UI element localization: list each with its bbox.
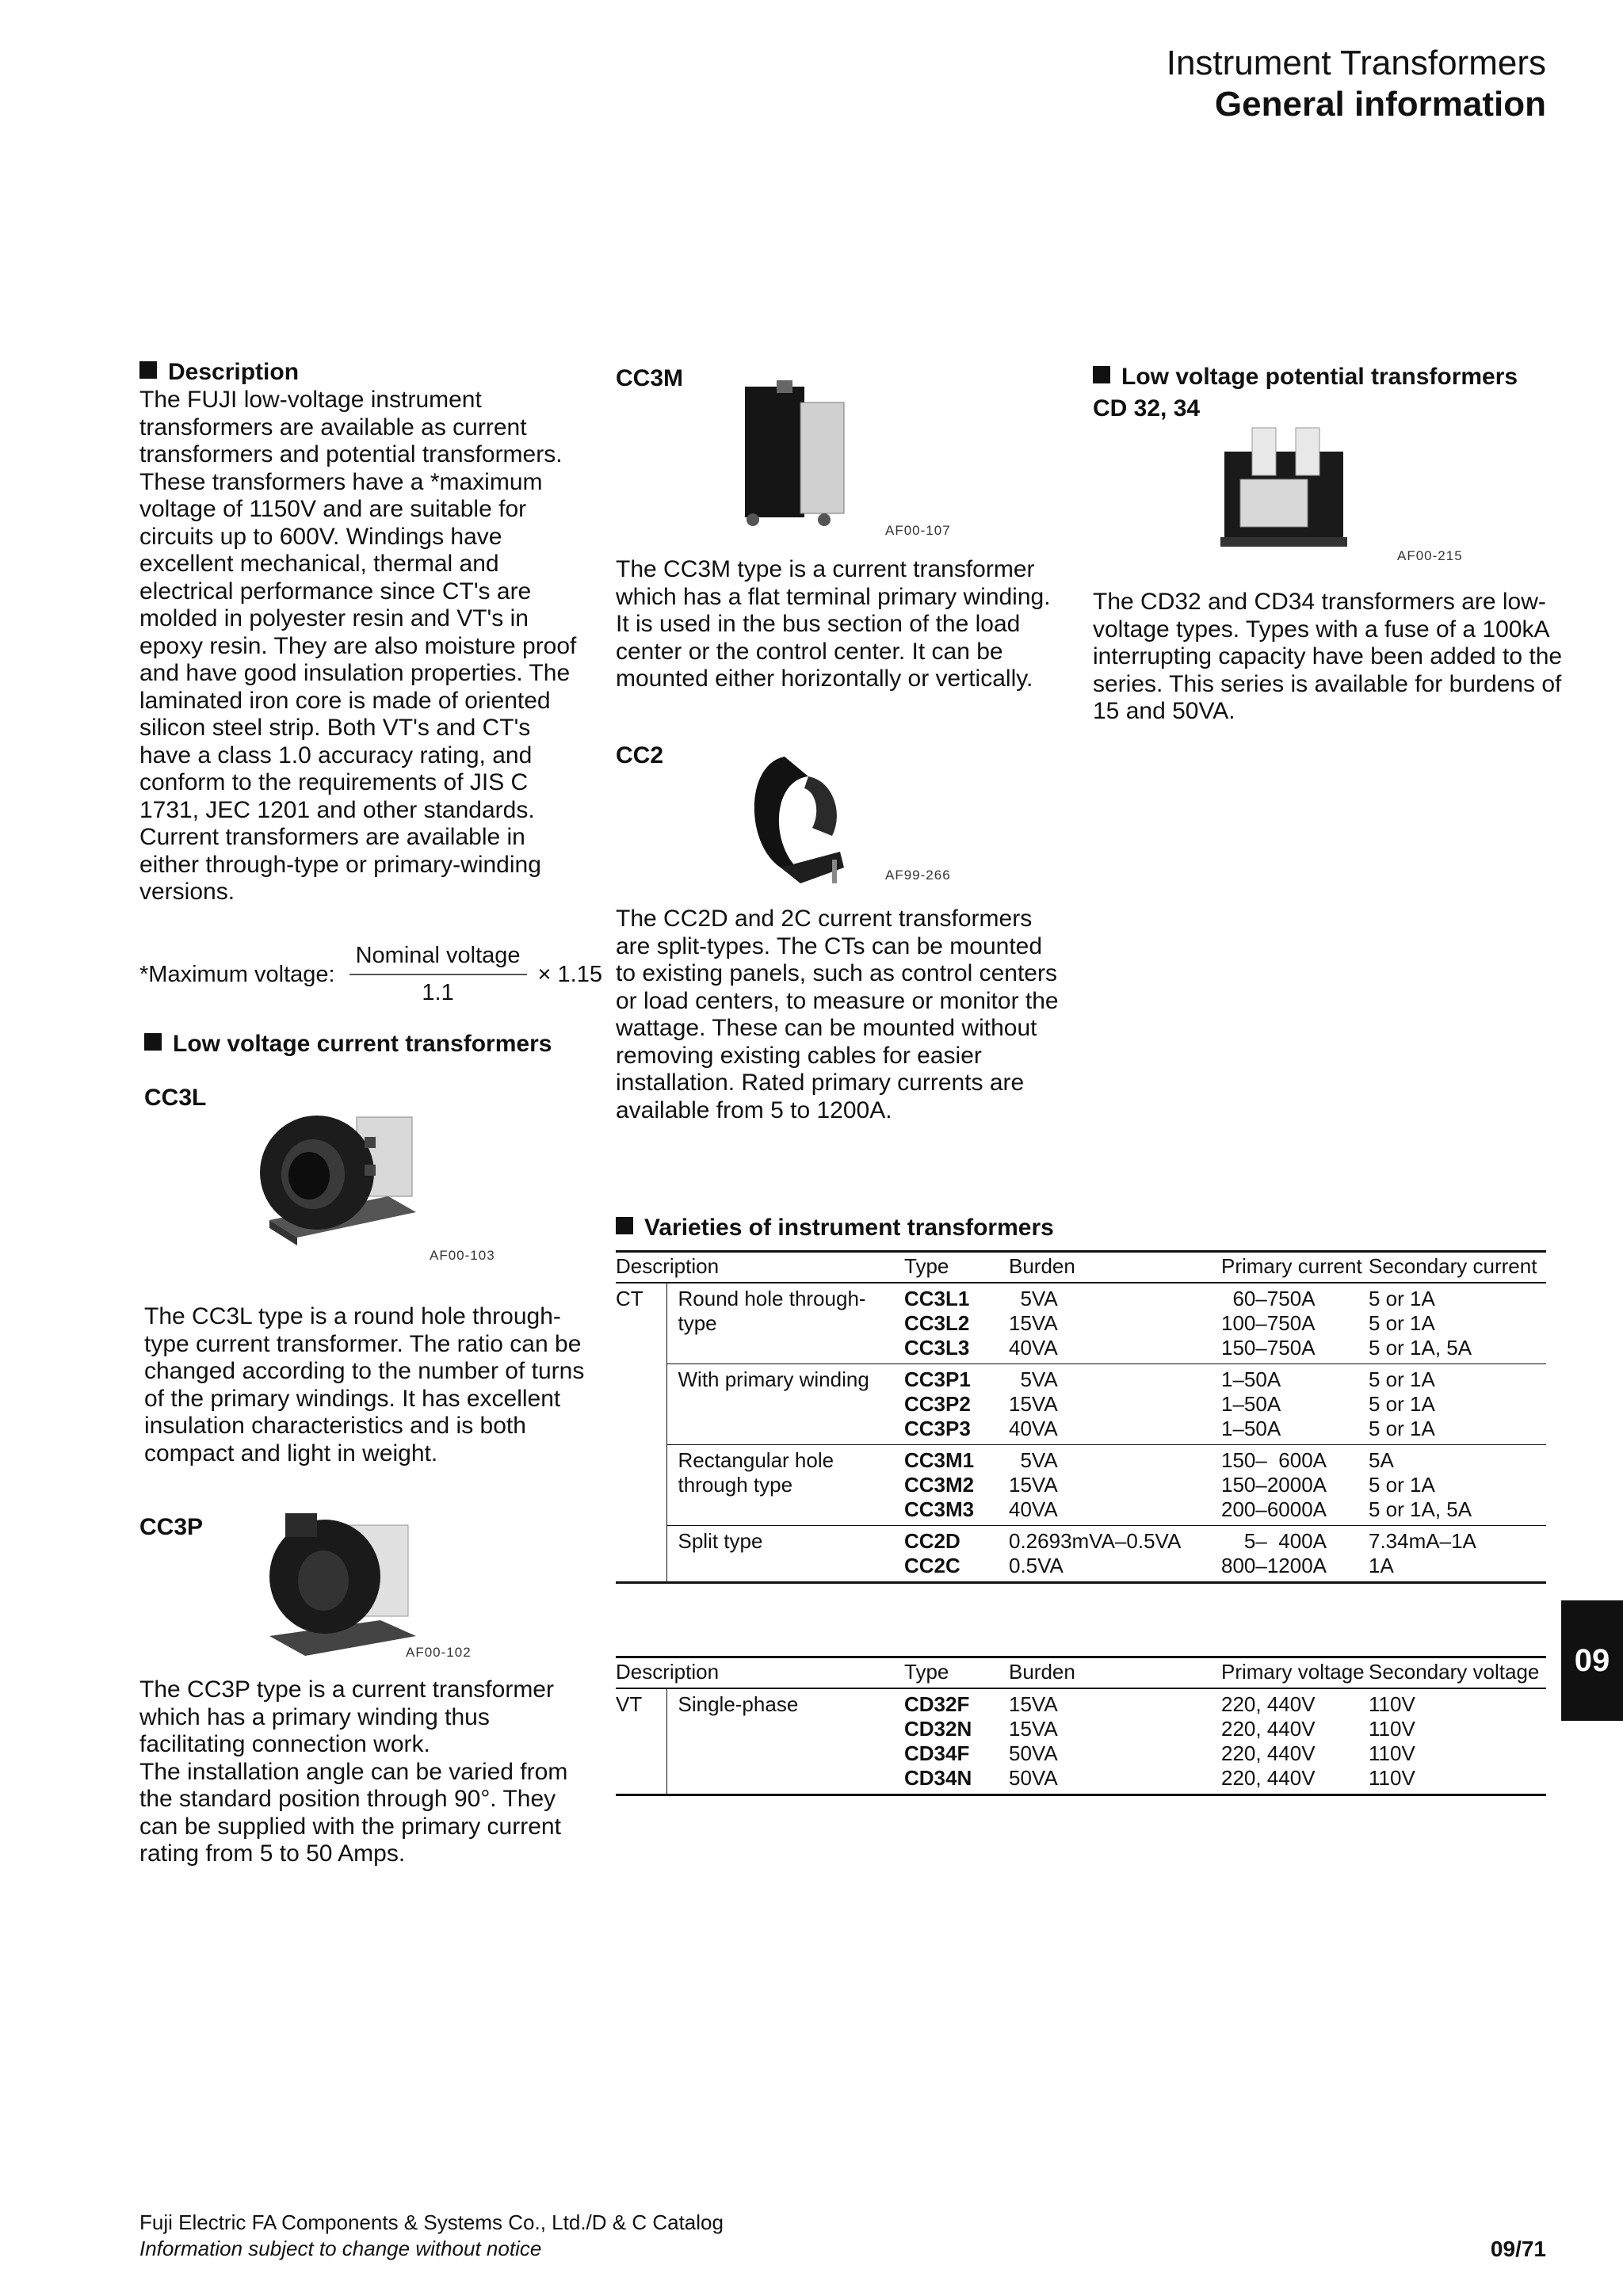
sub-cell: Rectangular hole through type bbox=[666, 1445, 904, 1526]
sub-cell: Split type bbox=[666, 1526, 904, 1583]
cc3m-photo-code: AF00-107 bbox=[885, 523, 951, 538]
lv-potential-text: The CD32 and CD34 transformers are low-voltage types. Types with a fuse of a 100kA interrupting capacity have been added to the series. This series is available for burdens of 15 and 50VA. bbox=[1093, 589, 1563, 724]
cd-models-title: CD 32, 34 bbox=[1093, 395, 1201, 421]
primary-cell: 5– 400A 800–1200A bbox=[1221, 1526, 1369, 1583]
header-subtitle: General information bbox=[1214, 85, 1546, 124]
cc2-photo bbox=[737, 749, 856, 895]
table-header-row bbox=[616, 1657, 1546, 1689]
description-paragraph: Current transformers are available in either through-type or primary-winding versions. bbox=[139, 824, 541, 905]
type-cell: CC3L1 CC3L2 CC3L3 bbox=[904, 1283, 1009, 1364]
cc3l-text: The CC3L type is a round hole through-type current transformer. The ratio can be changed according to the number of turns of the primary windings. It has excellent insulation characteristics and is both compact and light in weight. bbox=[144, 1303, 585, 1466]
col-primary: Primary voltage bbox=[1221, 1657, 1369, 1689]
sub-cell: Round hole through-type bbox=[666, 1283, 904, 1364]
table-header-row bbox=[616, 1252, 1546, 1283]
formula-label: *Maximum voltage: bbox=[139, 961, 335, 987]
formula-fraction bbox=[349, 943, 527, 1006]
kind-cell: VT bbox=[616, 1688, 666, 1795]
type-cell: CD32F CD32N CD34F CD34N bbox=[904, 1688, 1009, 1795]
cc3l-photo-code: AF00-103 bbox=[430, 1248, 495, 1263]
table-row bbox=[616, 1688, 1546, 1795]
footer-notice: Information subject to change without notice bbox=[139, 2237, 542, 2260]
lv-potential-heading: Low voltage potential transformers bbox=[1093, 363, 1518, 391]
vt-varieties-table bbox=[616, 1656, 1546, 1796]
kind-cell: CT bbox=[616, 1283, 666, 1583]
description-text bbox=[139, 387, 583, 906]
formula-numerator: Nominal voltage bbox=[349, 943, 527, 975]
description-paragraph: The FUJI low-voltage instrument transformers are available as current transformers and potential transformers. These transformers have a *maximum voltage of 1150V and are suitable for circuits up to 600V. Windings have excellent mechanical, thermal and electrical performance since CT's are molded in polyester resin and VT's in epoxy resin. They are also moisture proof and have good insulation properties. The laminated iron core is made of oriented silicon steel strip. Both VT's and CT's have a class 1.0 accuracy rating, and conform to the requirements of JIS C 1731, JEC 1201 and other standards. bbox=[139, 387, 577, 823]
burden-cell: 5VA 15VA 40VA bbox=[1009, 1364, 1221, 1445]
col-type: Type bbox=[904, 1252, 1009, 1283]
square-bullet-icon bbox=[616, 1217, 633, 1234]
cc3m-photo bbox=[737, 379, 848, 529]
col-burden: Burden bbox=[1009, 1252, 1221, 1283]
varieties-heading: Varieties of instrument transformers bbox=[616, 1214, 1054, 1242]
secondary-cell: 5 or 1A 5 or 1A 5 or 1A bbox=[1369, 1364, 1546, 1445]
col-description: Description bbox=[616, 1657, 904, 1689]
sub-cell: With primary winding bbox=[666, 1364, 904, 1445]
table-row bbox=[616, 1283, 1546, 1364]
primary-cell: 1–50A 1–50A 1–50A bbox=[1221, 1364, 1369, 1445]
secondary-cell: 110V 110V 110V 110V bbox=[1369, 1688, 1546, 1795]
primary-cell: 150– 600A 150–2000A 200–6000A bbox=[1221, 1445, 1369, 1526]
secondary-cell: 7.34mA–1A 1A bbox=[1369, 1526, 1546, 1583]
burden-cell: 0.2693mVA–0.5VA 0.5VA bbox=[1009, 1526, 1221, 1583]
square-bullet-icon bbox=[1093, 366, 1110, 383]
cc3p-photo bbox=[262, 1509, 420, 1660]
primary-cell: 220, 440V 220, 440V 220, 440V 220, 440V bbox=[1221, 1688, 1369, 1795]
sub-cell: Single-phase bbox=[666, 1688, 904, 1795]
square-bullet-icon bbox=[139, 361, 157, 379]
square-bullet-icon bbox=[144, 1033, 162, 1051]
col-secondary: Secondary current bbox=[1369, 1252, 1546, 1283]
cc3p-title: CC3P bbox=[139, 1514, 204, 1540]
primary-cell: 60–750A 100–750A 150–750A bbox=[1221, 1283, 1369, 1364]
page-number: 09/71 bbox=[1490, 2237, 1546, 2261]
secondary-cell: 5 or 1A 5 or 1A 5 or 1A, 5A bbox=[1369, 1283, 1546, 1364]
type-cell: CC2D CC2C bbox=[904, 1526, 1009, 1583]
cc2-photo-code: AF99-266 bbox=[885, 868, 951, 883]
burden-cell: 5VA 15VA 40VA bbox=[1009, 1445, 1221, 1526]
table-row bbox=[616, 1526, 1546, 1583]
header-title: Instrument Transformers bbox=[1166, 44, 1546, 82]
col-secondary: Secondary voltage bbox=[1369, 1657, 1546, 1689]
formula-denominator: 1.1 bbox=[422, 980, 454, 1005]
cc2-title: CC2 bbox=[616, 742, 664, 769]
burden-cell: 5VA 15VA 40VA bbox=[1009, 1283, 1221, 1364]
type-cell: CC3P1 CC3P2 CC3P3 bbox=[904, 1364, 1009, 1445]
cc3p-photo-code: AF00-102 bbox=[406, 1645, 472, 1660]
cc3m-text: The CC3M type is a current transformer which has a flat terminal primary winding. It is used in the bus section of the load center or the control center. It can be mounted either horizontally or vertically. bbox=[616, 556, 1051, 692]
section-tab: 09 bbox=[1561, 1600, 1623, 1721]
cd-photo-code: AF00-215 bbox=[1397, 548, 1463, 563]
ct-varieties-table bbox=[616, 1250, 1546, 1584]
cc3m-title: CC3M bbox=[616, 365, 684, 391]
col-burden: Burden bbox=[1009, 1657, 1221, 1689]
cc3p-text bbox=[139, 1676, 599, 1868]
max-voltage-formula bbox=[139, 943, 602, 1006]
col-primary: Primary current bbox=[1221, 1252, 1369, 1283]
col-type: Type bbox=[904, 1657, 1009, 1689]
cc3l-photo bbox=[254, 1101, 428, 1252]
col-description: Description bbox=[616, 1252, 904, 1283]
burden-cell: 15VA 15VA 50VA 50VA bbox=[1009, 1688, 1221, 1795]
table-row bbox=[616, 1364, 1546, 1445]
table-row bbox=[616, 1445, 1546, 1526]
lv-current-heading: Low voltage current transformers bbox=[144, 1030, 552, 1058]
cc3p-paragraph: The installation angle can be varied from the standard position through 90°. They can be supplied with the primary current rating from 5 to 50 Amps. bbox=[139, 1758, 568, 1867]
cd32-34-photo bbox=[1216, 420, 1351, 555]
footer-company: Fuji Electric FA Components & Systems Co., Ltd./D & C Catalog bbox=[139, 2210, 724, 2234]
description-heading: Description bbox=[139, 358, 299, 387]
cc3l-title: CC3L bbox=[144, 1085, 207, 1111]
cc2-text: The CC2D and 2C current transformers are split-types. The CTs can be mounted to existing panels, such as control centers or load centers, to measure or monitor the wattage. These can be mounted without removing existing cables for easier installation. Rated primary currents are available from 5 to 1200A. bbox=[616, 906, 1059, 1123]
formula-multiplier: × 1.15 bbox=[537, 961, 602, 987]
secondary-cell: 5A 5 or 1A 5 or 1A, 5A bbox=[1369, 1445, 1546, 1526]
type-cell: CC3M1 CC3M2 CC3M3 bbox=[904, 1445, 1009, 1526]
cc3p-paragraph: The CC3P type is a current transformer which has a primary winding thus facilitating connection work. bbox=[139, 1676, 554, 1757]
